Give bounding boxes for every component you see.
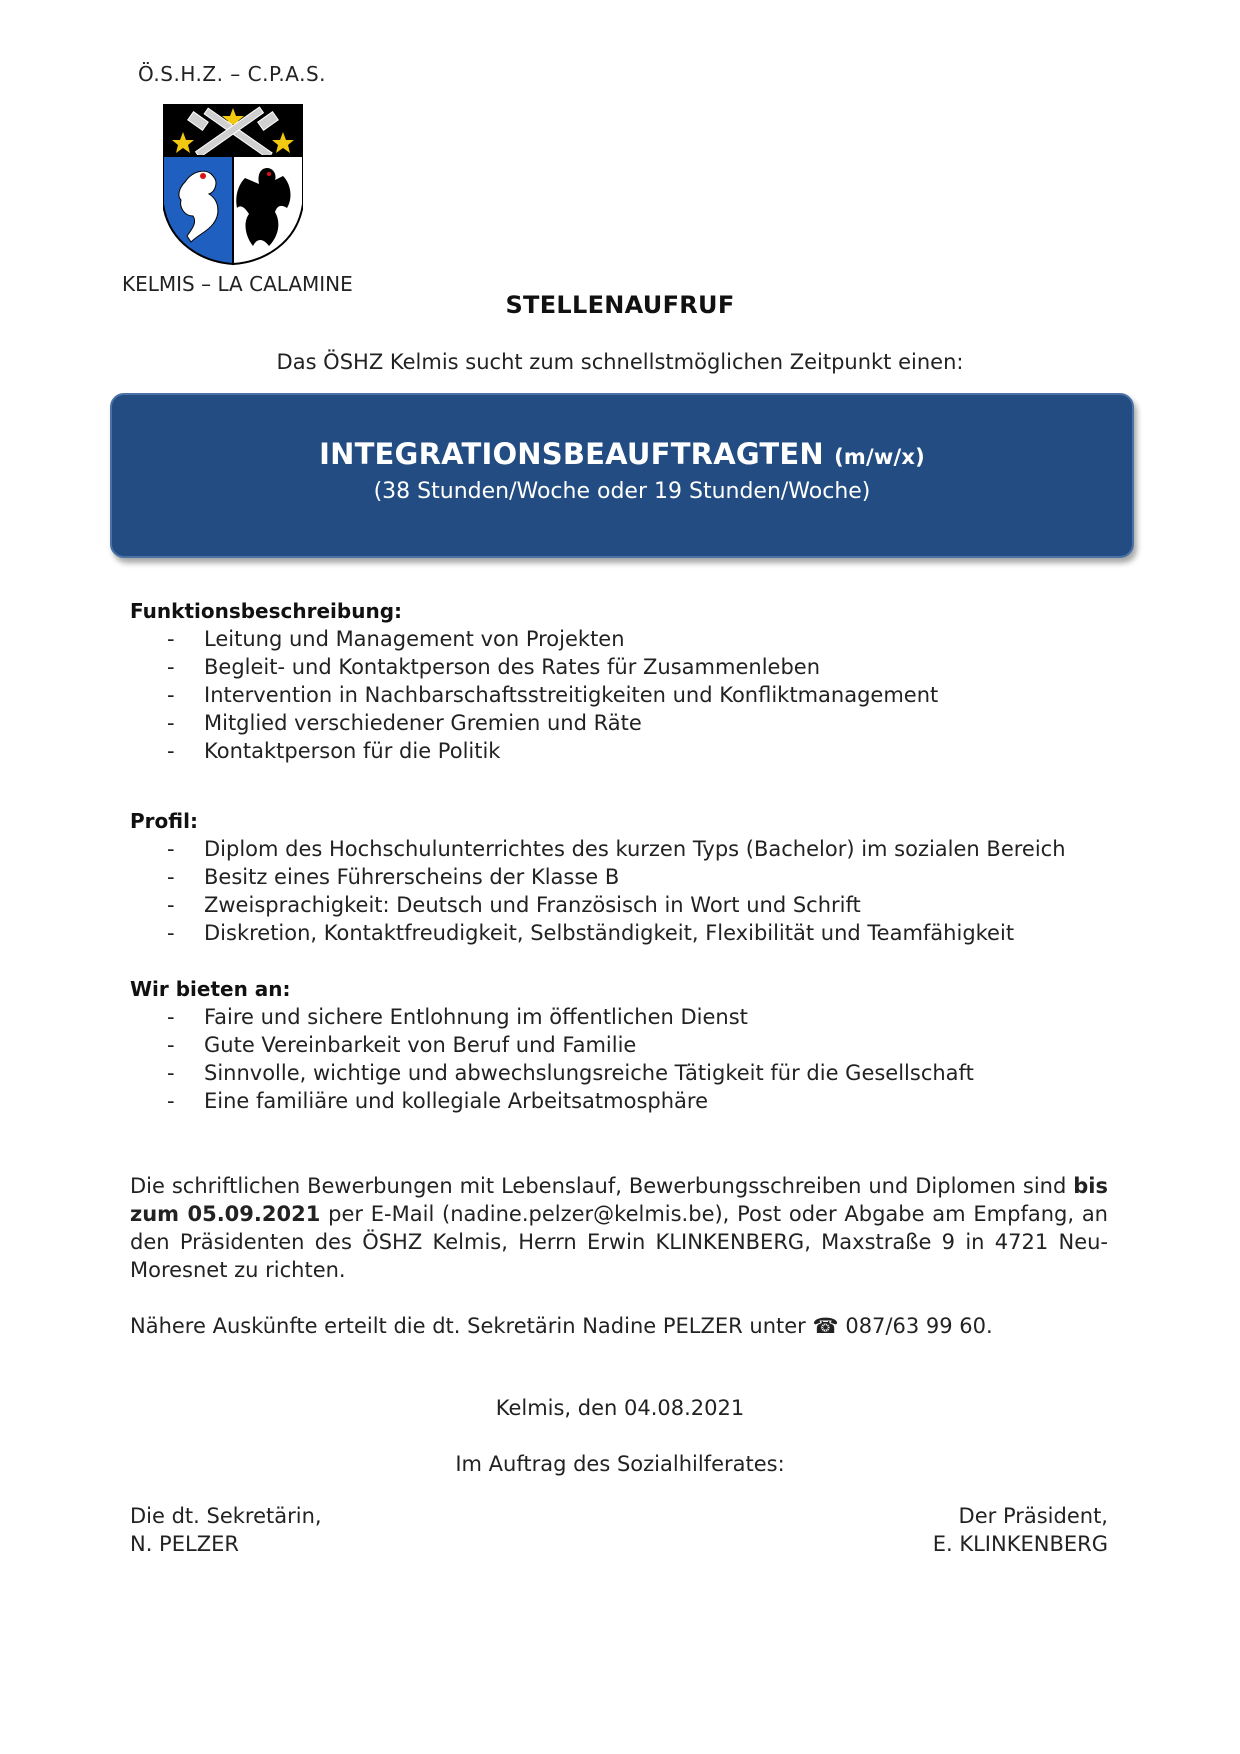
signature-name: N. PELZER [130, 1532, 239, 1556]
signature-role: Der Präsident, [958, 1504, 1108, 1528]
job-gender-suffix: (m/w/x) [834, 445, 925, 469]
section-heading: Wir bieten an: [130, 977, 291, 1001]
job-title [112, 437, 1132, 471]
list-item: - Gute Vereinbarkeit von Beruf und Familie [167, 1033, 637, 1057]
signature-president [933, 1502, 1108, 1558]
list-item: - Sinnvolle, wichtige und abwechslungsreiche Tätigkeit für die Gesellschaft [167, 1061, 974, 1085]
signature-role: Die dt. Sekretärin, [130, 1504, 322, 1528]
job-title-text: INTEGRATIONSBEAUFTRAGTEN [319, 437, 824, 471]
place-and-date: Kelmis, den 04.08.2021 [495, 1396, 745, 1420]
signature-name: E. KLINKENBERG [932, 1532, 1108, 1556]
intro-text: Das ÖSHZ Kelmis sucht zum schnellstmöglichen Zeitpunkt einen: [276, 350, 964, 374]
list-item: - Mitglied verschiedener Gremien und Räte [167, 711, 642, 735]
page-title: STELLENAUFRUF [505, 291, 735, 319]
section-function-description [130, 597, 1130, 765]
list-item: - Begleit- und Kontaktperson des Rates für Zusammenleben [167, 655, 821, 679]
coat-of-arms-logo [163, 104, 303, 266]
list-item: - Zweisprachigkeit: Deutsch und Französisch in Wort und Schrift [167, 893, 861, 917]
list-item: - Kontaktperson für die Politik [167, 739, 501, 763]
application-deadline: bis zum 05.09.2021 [130, 1174, 1108, 1226]
organization-name-top: Ö.S.H.Z. – C.P.A.S. [138, 62, 327, 86]
section-heading: Profil: [130, 809, 198, 833]
section-we-offer [130, 975, 1130, 1115]
list-item: - Faire und sichere Entlohnung im öffentlichen Dienst [167, 1005, 748, 1029]
contact-info: Nähere Auskünfte erteilt die dt. Sekretärin Nadine PELZER unter ☎ 087/63 99 60. [130, 1314, 993, 1338]
job-hours: (38 Stunden/Woche oder 19 Stunden/Woche) [373, 479, 871, 504]
application-paragraph: Die schriftlichen Bewerbungen mit Lebenslauf, Bewerbungsschreiben und Diplomen sind bis zum 05.09.2021 per E-Mail (nadine.pelzer@kelmis.be), Post oder Abgabe am Empfang, an den Präsidenten des ÖSHZ Kelmis, Herrn Erwin KLINKENBERG, Maxstraße 9 in 4721 Neu-Moresnet zu richten. [130, 1174, 1108, 1282]
list-item: - Eine familiäre und kollegiale Arbeitsatmosphäre [167, 1089, 709, 1113]
list-item: - Diskretion, Kontaktfreudigkeit, Selbständigkeit, Flexibilität und Teamfähigkeit [167, 921, 1015, 945]
list-item: - Intervention in Nachbarschaftsstreitigkeiten und Konfliktmanagement [167, 683, 939, 707]
phone-icon: ☎ [812, 1314, 839, 1338]
section-heading: Funktionsbeschreibung: [130, 599, 403, 623]
list-item: - Leitung und Management von Projekten [167, 627, 625, 651]
signature-secretary [130, 1502, 322, 1558]
job-title-box [110, 393, 1134, 558]
list-item: - Diplom des Hochschulunterrichtes des kurzen Typs (Bachelor) im sozialen Bereich [167, 837, 1066, 861]
organization-name-bottom: KELMIS – LA CALAMINE [122, 272, 353, 296]
list-item: - Besitz eines Führerscheins der Klasse B [167, 865, 620, 889]
mandate-line: Im Auftrag des Sozialhilferates: [455, 1452, 785, 1476]
section-profile [130, 807, 1130, 947]
phone-number: 087/63 99 60. [838, 1314, 993, 1338]
